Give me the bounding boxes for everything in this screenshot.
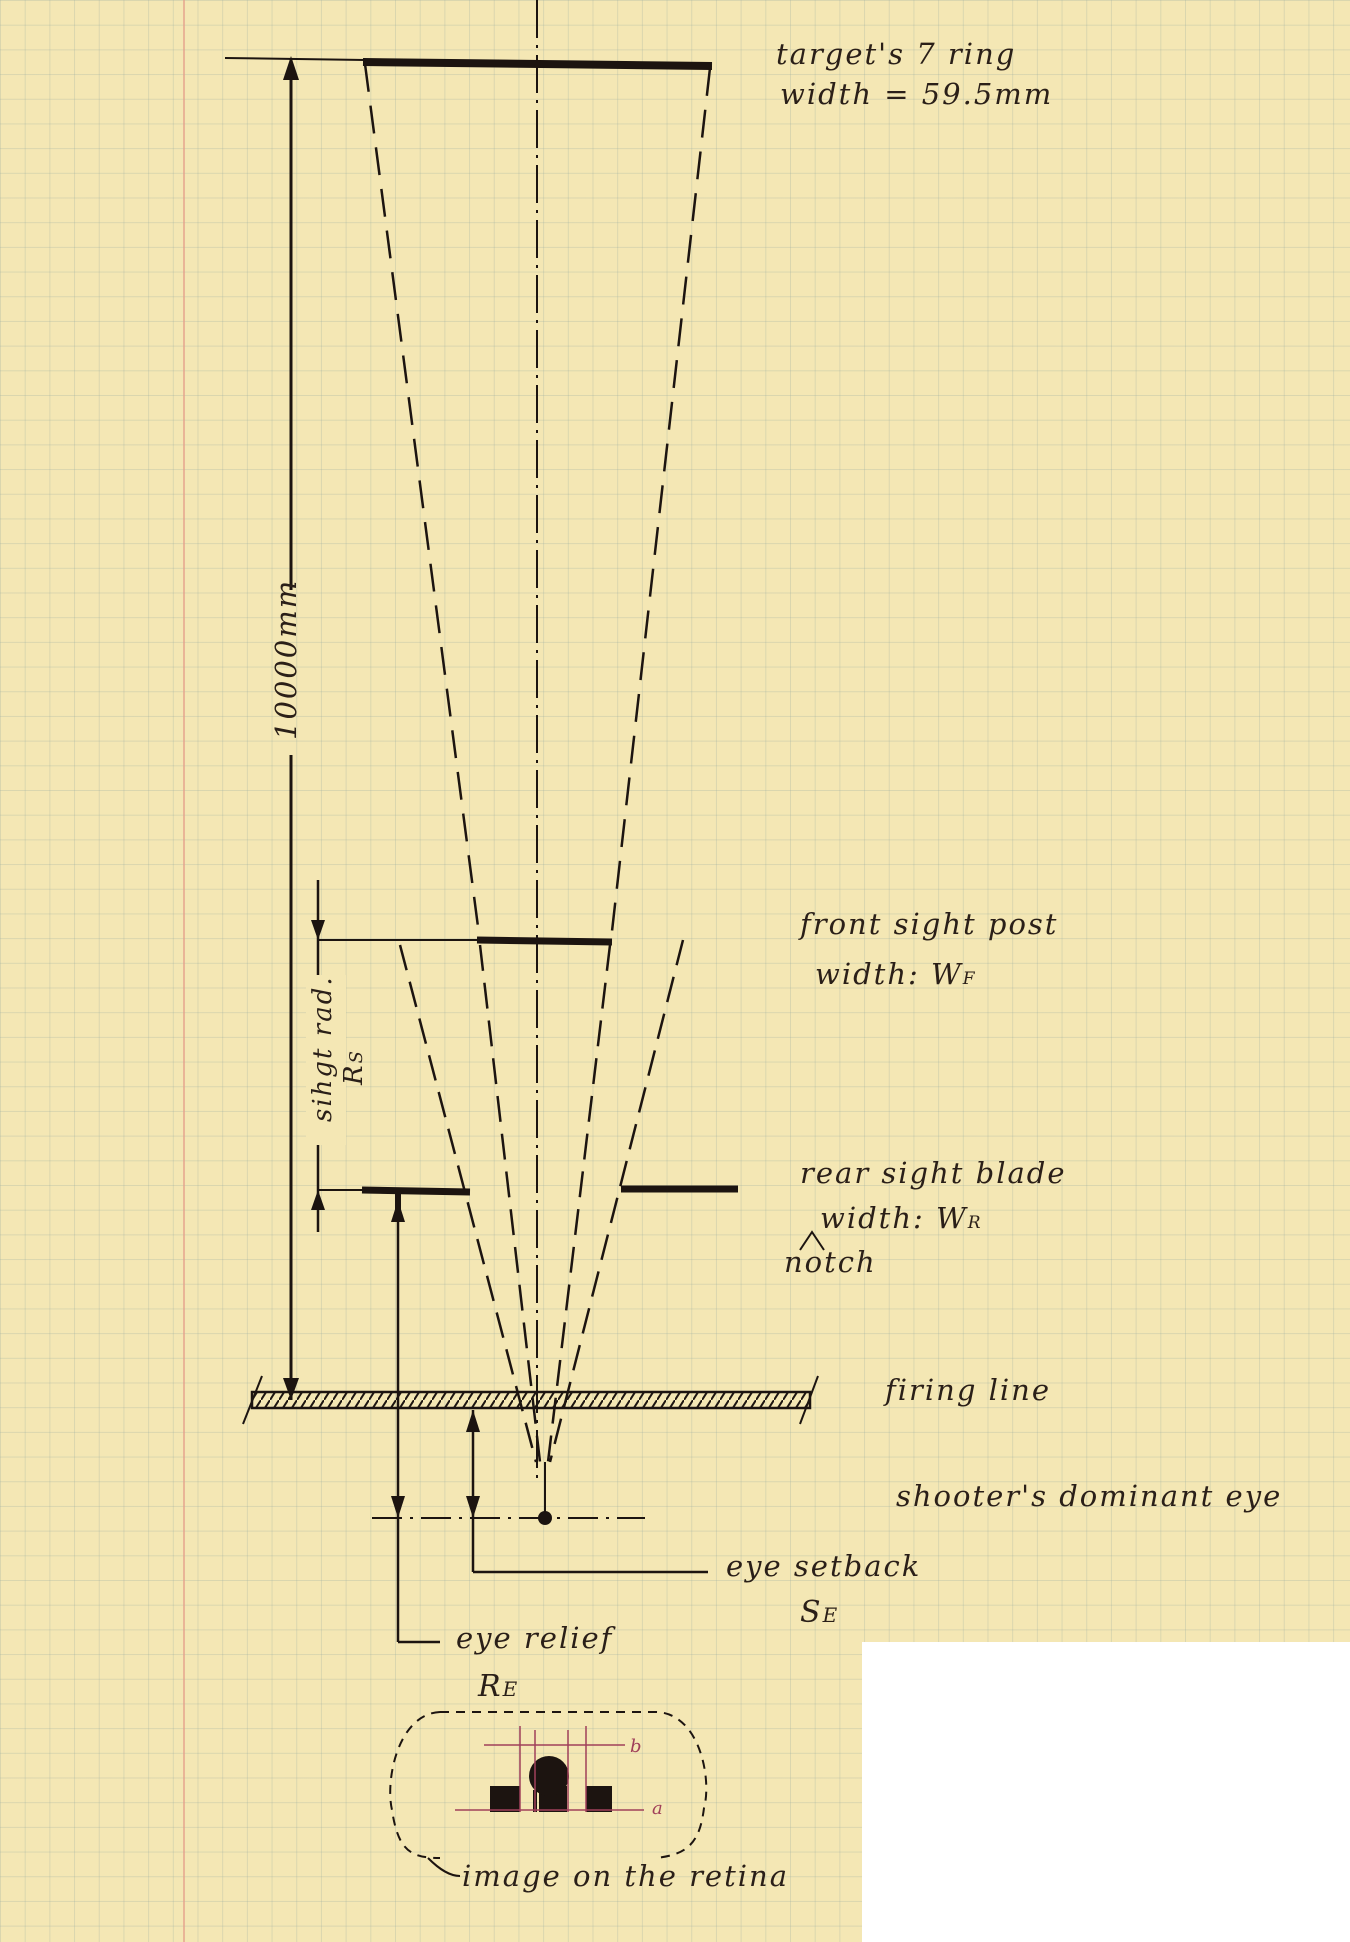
front-sight-label-line2: width: WF (815, 957, 977, 991)
ray-front-left (480, 945, 540, 1462)
sight-radius-arrow-bottom (311, 1190, 325, 1210)
rear-sight-label-line2: width: WR (820, 1201, 983, 1235)
ray-notch-left (400, 945, 536, 1462)
ray-front-right (548, 945, 610, 1462)
retina-b-label: b (630, 1736, 644, 1757)
eye-setback-label-line1: eye setback (726, 1549, 922, 1583)
eye-relief-label-line2: RE (478, 1669, 520, 1704)
retina-leader (428, 1858, 460, 1876)
eye-setback-arrow-top (466, 1410, 480, 1432)
dominant-eye-dot (538, 1511, 552, 1525)
distance-label: 10000mm (269, 578, 303, 740)
sight-radius-symbol: RS (339, 1049, 369, 1085)
target-extension-line (225, 58, 365, 60)
rear-sight-label-line1: rear sight blade (800, 1156, 1067, 1190)
sight-radius-arrow-top (311, 920, 325, 940)
dominant-eye-label: shooter's dominant eye (896, 1479, 1283, 1513)
target-ring-bar (363, 62, 712, 66)
ray-left-outer (365, 64, 480, 942)
eye-relief-label-line1: eye relief (456, 1621, 614, 1655)
eye-relief-arrow-bottom (391, 1496, 405, 1518)
front-sight-label-line1: front sight post (800, 907, 1059, 941)
front-sight-post (477, 940, 612, 942)
eye-relief-arrow-top (391, 1200, 405, 1222)
retina-rear-sight-left (490, 1786, 520, 1812)
sight-radius-label: sihgt rad. (308, 975, 338, 1122)
firing-line-label: firing line (885, 1373, 1051, 1407)
retina-label: image on the retina (462, 1859, 789, 1893)
target-label-line2: width = 59.5mm (780, 77, 1054, 111)
rear-sight-blade-left (362, 1190, 470, 1192)
ray-notch-right (550, 940, 683, 1462)
ray-right-outer (611, 68, 710, 940)
retina-a-label: a (652, 1798, 665, 1819)
eye-setback-arrow-bottom (466, 1496, 480, 1518)
notch-label: notch (784, 1245, 877, 1279)
retina-rear-sight-right (586, 1786, 612, 1812)
target-label-line1: target's 7 ring (776, 37, 1017, 71)
firing-line-bar (252, 1392, 810, 1408)
eye-setback-label-line2: SE (800, 1595, 840, 1630)
